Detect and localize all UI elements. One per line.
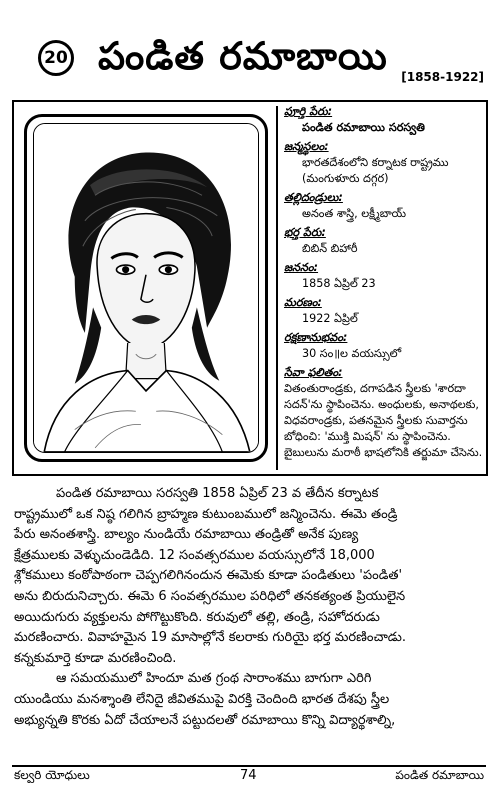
- fact-item: [284, 260, 484, 292]
- fact-label: తల్లిదండ్రులు:: [284, 191, 343, 204]
- fact-item: [284, 365, 484, 461]
- text-line: మరణించారు. వివాహమైన 19 మాసాల్లోనే కలరాకు గురియై భర్త మరణించాడు.: [14, 630, 407, 646]
- fact-label: జన్మస్థలం:: [284, 140, 329, 153]
- footer-chapter-title: పండిత రమాబాయి: [395, 768, 484, 782]
- fact-item: [284, 295, 484, 327]
- fact-label: పూర్తి పేరు:: [284, 105, 333, 118]
- info-divider: [276, 106, 278, 470]
- text-line: ఆ సమయములో హిందూ మత గ్రంథ సారాంశము బాగుగా ఎరిగి: [56, 671, 372, 687]
- paragraph-2: [14, 669, 486, 731]
- fact-item: [284, 139, 484, 187]
- fact-list: [284, 104, 484, 464]
- text-line: అను బిరుదునిచ్చారు. ఈమె 6 సంవత్సరముల పరిధిలో తనకత్యంత ప్రియులైన: [14, 588, 406, 604]
- fact-value: 1922 ఏప్రిల్: [302, 312, 358, 325]
- text-line: రాష్ట్రములో ఒక నిష్ఠ గలిగిన బ్రాహ్మణ కుటుంబములో జన్మించెను. ఈమె తండ్రి: [14, 506, 398, 522]
- fact-value: 30 సం॥ల వయస్సులో: [302, 347, 402, 360]
- text-line: అయిదుగురు వ్యక్తులను పోగొట్టుకొంది. కరువులో తల్లి, తండ్రి, సహోదరుడు: [14, 609, 380, 625]
- portrait-illustration: [34, 124, 258, 452]
- page-number: 74: [240, 768, 257, 783]
- fact-item: [284, 330, 484, 362]
- portrait-image: [33, 123, 259, 453]
- lifespan-years: [1858-1922]: [401, 70, 484, 84]
- text-line: అభ్యున్నతి కొరకు ఏదో చేయాలనే పట్టుదలతో రమాబాయి కొన్ని విద్యార్థశాల్ని,: [14, 712, 396, 728]
- portrait-frame: [24, 114, 268, 462]
- fact-item: [284, 104, 484, 136]
- chapter-number: 20: [44, 48, 68, 68]
- paragraph-1: [14, 484, 486, 669]
- fact-value: వితంతురాండ్రకు, దగాపడిన స్త్రీలకు 'శారదా సదన్'ను స్థాపించెను. అంధులకు, అనాథలకు, విధవరాండ్రకు, పతనమైన స్త్రీలకు సువార్తను బోధించి: 'ముక్తి మిషన్' ను స్థాపించెను. బైబులును మరాఠీ భాషలోనికి తర్జుమా చేసెను.: [284, 382, 483, 459]
- body-text: [14, 484, 486, 731]
- fact-value: బిబిన్ బిహారీ: [302, 242, 358, 255]
- chapter-number-badge: [38, 40, 74, 76]
- fact-item: [284, 225, 484, 257]
- fact-label: మరణం:: [284, 296, 322, 309]
- fact-value: 1858 ఏప్రిల్ 23: [302, 277, 376, 290]
- fact-value: అనంత శాస్త్రి, లక్ష్మీబాయ్: [302, 207, 407, 220]
- fact-label: జననం:: [284, 261, 319, 274]
- text-line: పేరు అనంతశాస్త్రి. బాల్యం నుండియే రమాబాయి తండ్రితో అనేక పుణ్య: [14, 527, 359, 543]
- text-line: కన్నకుమార్తె కూడా మరణించింది.: [14, 650, 177, 666]
- text-line: క్షేత్రములకు వెళ్ళుచుండెడిది. 12 సంవత్సరముల వయస్సులోనే 18,000: [14, 547, 375, 563]
- fact-item: [284, 190, 484, 222]
- fact-label: సేవా ఫలితం:: [284, 366, 343, 379]
- text-line: యుండియు మనశ్శాంతి లేనిదై జీవితముపై విరక్తి చెందింది భారత దేశపు స్త్రీల: [14, 691, 390, 707]
- text-line: శ్లోకములు కంఠోపాఠంగా చెప్పగలిగినందున ఈమెకు కూడా పండితులు 'పండిత': [14, 568, 403, 584]
- footer-rule: [12, 765, 486, 767]
- fact-label: రక్షణానుభవం:: [284, 331, 348, 344]
- footer-book-title: కల్వరి యోధులు: [14, 768, 90, 782]
- fact-value: పండిత రమాబాయి సరస్వతి: [302, 121, 425, 134]
- text-line: పండిత రమాబాయి సరస్వతి 1858 ఏప్రిల్ 23 వ తేదీన కర్నాటక: [56, 486, 379, 501]
- fact-value: భారతదేశంలోని కర్నాటక రాష్ట్రము (మంగుళూరు దగ్గర): [302, 156, 449, 185]
- fact-label: భర్త పేరు:: [284, 226, 326, 239]
- page-title: పండిత రమాబాయి: [98, 34, 388, 78]
